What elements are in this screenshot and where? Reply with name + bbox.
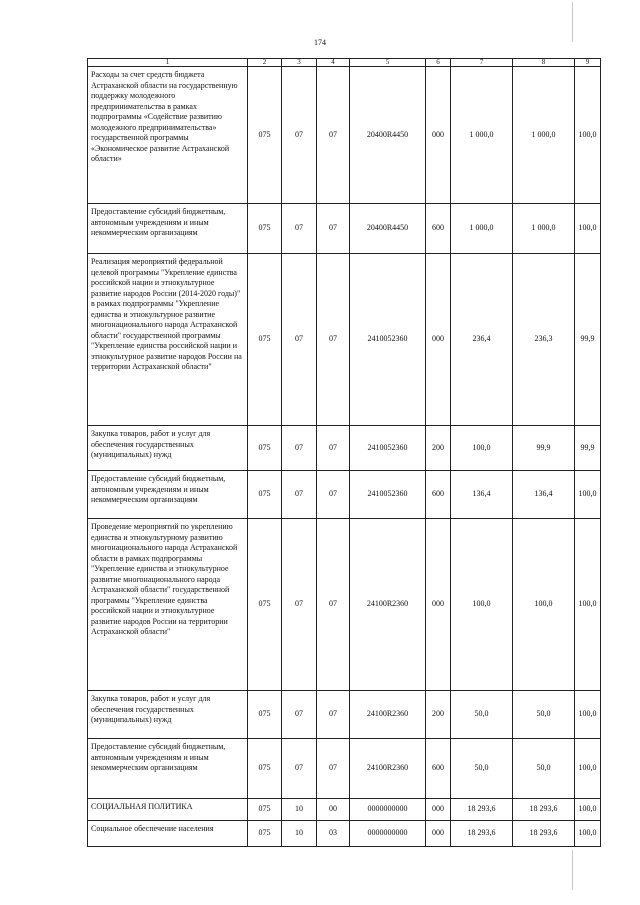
- cell-expense-type: 000: [426, 821, 451, 847]
- cell-planned: 1 000,0: [451, 67, 513, 204]
- row-description: Социальное обеспечение населения: [88, 821, 248, 847]
- cell-target-article: 24100R2360: [350, 739, 426, 799]
- row-description: Закупка товаров, работ и услуг для обеспечения государственных (муниципальных) нужд: [88, 691, 248, 739]
- column-header-9: 9: [575, 59, 601, 67]
- cell-planned: 18 293,6: [451, 799, 513, 821]
- table-row: [88, 739, 601, 799]
- table-row: [88, 254, 601, 426]
- cell-target-article: 24100R2360: [350, 691, 426, 739]
- cell-admin-code: 075: [248, 204, 282, 254]
- cell-executed: 100,0: [513, 519, 575, 691]
- cell-section: 07: [282, 67, 317, 204]
- table-row: [88, 471, 601, 519]
- cell-expense-type: 600: [426, 471, 451, 519]
- cell-planned: 100,0: [451, 426, 513, 471]
- row-description: Расходы за счет средств бюджета Астраханской области на государственную поддержку молодежного предпринимательства в рамках подпрограммы «Содействие развитию молодежного предпринимательства» государственной программы «Экономическое развитие Астраханской области»: [88, 67, 248, 204]
- cell-expense-type: 000: [426, 67, 451, 204]
- cell-percent: 100,0: [575, 471, 601, 519]
- cell-executed: 136,4: [513, 471, 575, 519]
- cell-subsection: 07: [317, 426, 350, 471]
- cell-section: 07: [282, 426, 317, 471]
- cell-target-article: 2410052360: [350, 471, 426, 519]
- cell-section: 07: [282, 691, 317, 739]
- column-header-2: 2: [248, 59, 282, 67]
- cell-target-article: 2410052360: [350, 426, 426, 471]
- cell-admin-code: 075: [248, 821, 282, 847]
- header-row: [88, 59, 601, 67]
- row-description: Предоставление субсидий бюджетным, автономным учреждениям и иным некоммерческим организациям: [88, 739, 248, 799]
- cell-percent: 100,0: [575, 519, 601, 691]
- column-header-7: 7: [451, 59, 513, 67]
- cell-subsection: 03: [317, 821, 350, 847]
- cell-percent: 100,0: [575, 821, 601, 847]
- row-description: Проведение мероприятий по укреплению единства и этнокультурному развитию многонационального народа Астраханской области в рамках подпрограммы "Укрепление единства и этнокультурное развитие многонационального народа Астраханской области" государственной программы "Укрепление единства российской нации и этнокультурное развитие народов России на территории Астраханской области": [88, 519, 248, 691]
- cell-section: 07: [282, 471, 317, 519]
- column-header-3: 3: [282, 59, 317, 67]
- table-row: [88, 204, 601, 254]
- cell-planned: 1 000,0: [451, 204, 513, 254]
- column-header-5: 5: [350, 59, 426, 67]
- cell-expense-type: 600: [426, 739, 451, 799]
- cell-target-article: 2410052360: [350, 254, 426, 426]
- cell-executed: 1 000,0: [513, 204, 575, 254]
- cell-percent: 99,9: [575, 426, 601, 471]
- cell-subsection: 07: [317, 739, 350, 799]
- cell-expense-type: 200: [426, 691, 451, 739]
- cell-subsection: 07: [317, 691, 350, 739]
- table-row: [88, 691, 601, 739]
- cell-section: 07: [282, 204, 317, 254]
- cell-subsection: 00: [317, 799, 350, 821]
- cell-section: 07: [282, 254, 317, 426]
- cell-subsection: 07: [317, 204, 350, 254]
- cell-subsection: 07: [317, 471, 350, 519]
- scan-artifact-line-top: [572, 2, 573, 42]
- page-number: 174: [314, 38, 326, 47]
- column-header-8: 8: [513, 59, 575, 67]
- cell-percent: 100,0: [575, 67, 601, 204]
- table-row: [88, 426, 601, 471]
- cell-target-article: 0000000000: [350, 821, 426, 847]
- cell-percent: 100,0: [575, 691, 601, 739]
- cell-executed: 50,0: [513, 691, 575, 739]
- cell-executed: 1 000,0: [513, 67, 575, 204]
- scan-artifact-line-bottom: [572, 850, 573, 890]
- cell-admin-code: 075: [248, 519, 282, 691]
- cell-target-article: 20400R4450: [350, 204, 426, 254]
- cell-planned: 136,4: [451, 471, 513, 519]
- column-header-1: 1: [88, 59, 248, 67]
- cell-admin-code: 075: [248, 739, 282, 799]
- cell-planned: 50,0: [451, 739, 513, 799]
- cell-percent: 99,9: [575, 254, 601, 426]
- cell-planned: 100,0: [451, 519, 513, 691]
- cell-admin-code: 075: [248, 691, 282, 739]
- cell-target-article: 24100R2360: [350, 519, 426, 691]
- table-row: [88, 799, 601, 821]
- cell-executed: 18 293,6: [513, 799, 575, 821]
- cell-admin-code: 075: [248, 799, 282, 821]
- cell-expense-type: 000: [426, 519, 451, 691]
- cell-planned: 50,0: [451, 691, 513, 739]
- column-header-4: 4: [317, 59, 350, 67]
- cell-executed: 99,9: [513, 426, 575, 471]
- cell-admin-code: 075: [248, 471, 282, 519]
- cell-subsection: 07: [317, 67, 350, 204]
- cell-target-article: 20400R4450: [350, 67, 426, 204]
- cell-admin-code: 075: [248, 254, 282, 426]
- row-description: СОЦИАЛЬНАЯ ПОЛИТИКА: [88, 799, 248, 821]
- cell-percent: 100,0: [575, 739, 601, 799]
- cell-subsection: 07: [317, 254, 350, 426]
- cell-planned: 236,4: [451, 254, 513, 426]
- cell-admin-code: 075: [248, 426, 282, 471]
- cell-subsection: 07: [317, 519, 350, 691]
- cell-section: 07: [282, 519, 317, 691]
- row-description: Предоставление субсидий бюджетным, автономным учреждениям и иным некоммерческим организациям: [88, 204, 248, 254]
- cell-planned: 18 293,6: [451, 821, 513, 847]
- cell-section: 10: [282, 799, 317, 821]
- cell-section: 10: [282, 821, 317, 847]
- cell-target-article: 0000000000: [350, 799, 426, 821]
- cell-section: 07: [282, 739, 317, 799]
- row-description: Предоставление субсидий бюджетным, автономным учреждениям и иным некоммерческим организациям: [88, 471, 248, 519]
- table-row: [88, 67, 601, 204]
- row-description: Реализация мероприятий федеральной целевой программы "Укрепление единства российской нации и этнокультурное развитие народов России (2014-2020 годы)" в рамках подпрограммы "Укрепление единства и этнокультурное развитие многонационального народа Астраханской области" государственной программы "Укрепление единства российской нации и этнокультурное развитие народов России на территории Астраханской области": [88, 254, 248, 426]
- table-row: [88, 821, 601, 847]
- cell-executed: 50,0: [513, 739, 575, 799]
- cell-expense-type: 200: [426, 426, 451, 471]
- column-header-6: 6: [426, 59, 451, 67]
- row-description: Закупка товаров, работ и услуг для обеспечения государственных (муниципальных) нужд: [88, 426, 248, 471]
- cell-admin-code: 075: [248, 67, 282, 204]
- cell-expense-type: 000: [426, 254, 451, 426]
- cell-executed: 18 293,6: [513, 821, 575, 847]
- cell-expense-type: 000: [426, 799, 451, 821]
- cell-percent: 100,0: [575, 204, 601, 254]
- table-row: [88, 519, 601, 691]
- budget-table: [87, 58, 601, 847]
- cell-expense-type: 600: [426, 204, 451, 254]
- cell-percent: 100,0: [575, 799, 601, 821]
- cell-executed: 236,3: [513, 254, 575, 426]
